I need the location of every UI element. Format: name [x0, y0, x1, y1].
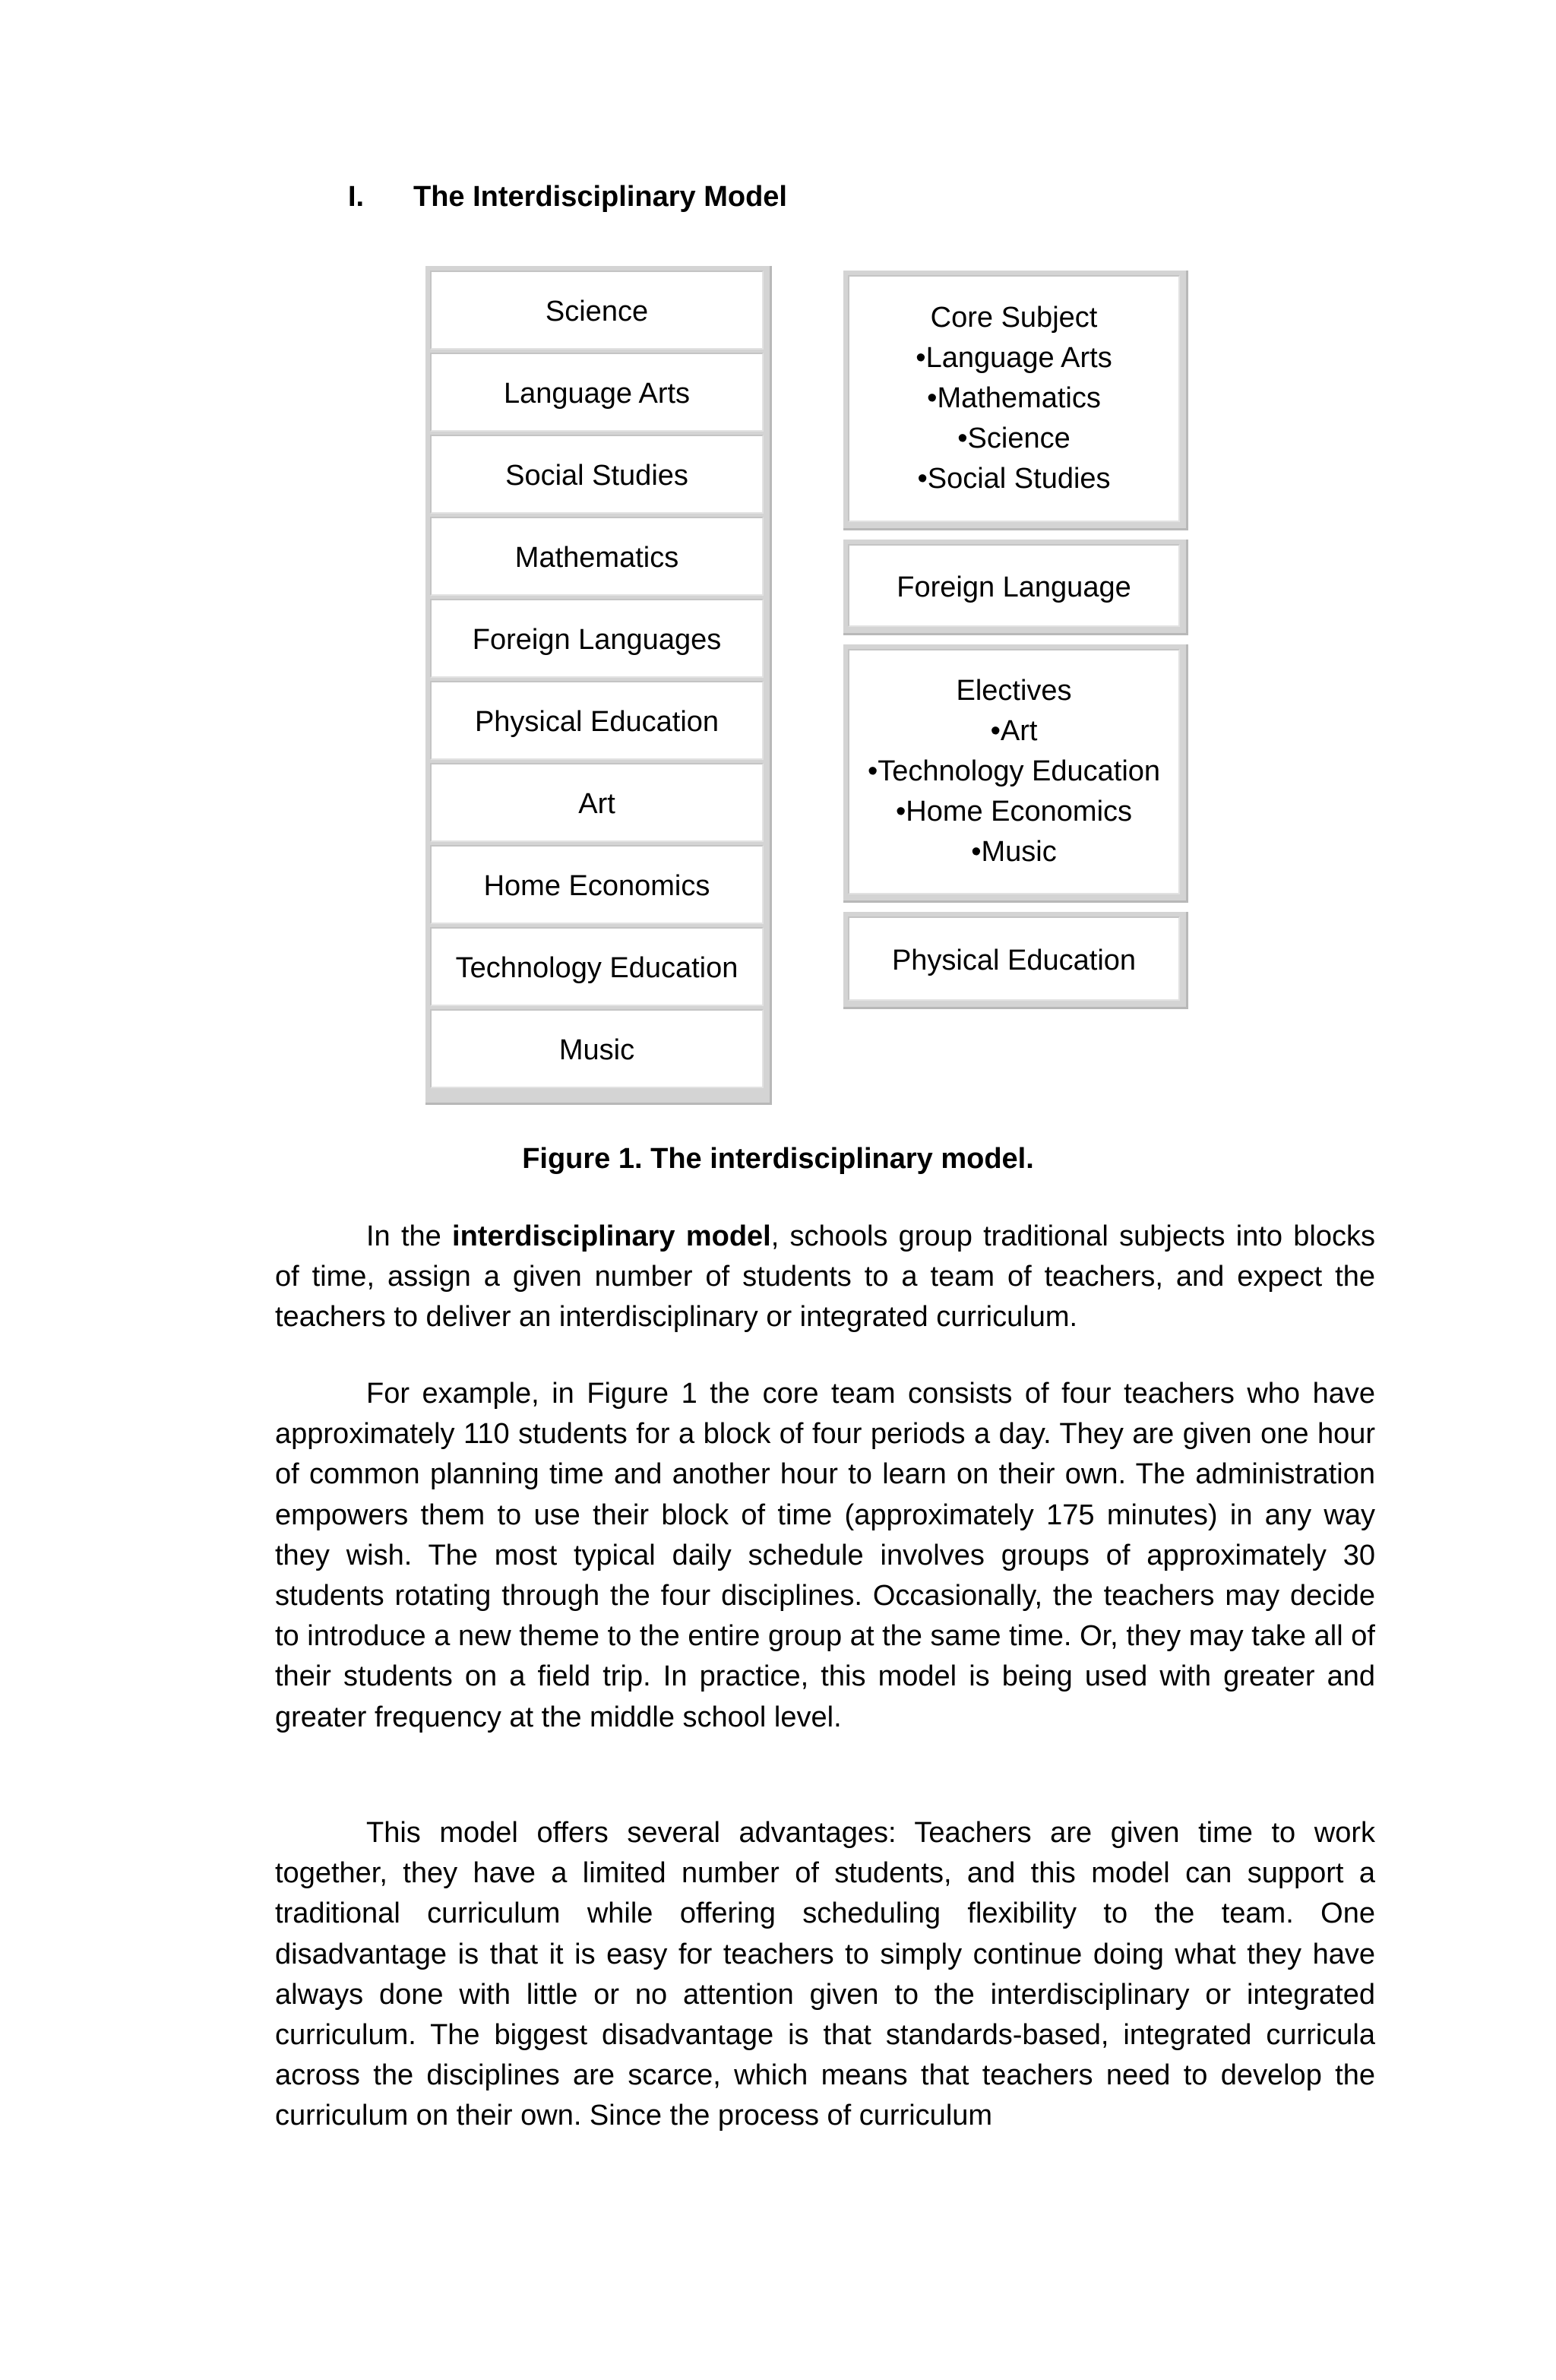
paragraph-2: For example, in Figure 1 the core team consists of four teachers who have approximately 110 students for a block of four periods a day. They are given one hour of common planning time and another hour to learn on their own. The administration empowers them to use their block of time (approximately 175 minutes) in any way they wish. The most typical daily schedule involves groups of approximately 30 students rotating through the four disciplines. Occasionally, the teachers may decide to introduce a new theme to the entire group at the same time. Or, they may take all of their students on a field trip. In practice, this model is being used with greater and greater frequency at the middle school level. — [275, 1378, 1375, 1733]
foreign-language-box — [843, 540, 1188, 635]
subject-cell: Art — [430, 763, 764, 842]
section-number: I. — [348, 181, 365, 213]
core-subject-item: •Social Studies — [917, 463, 1111, 495]
paragraph-1-rest: , schools group traditional subjects into blocks of time, assign a given number of students to a team of teachers, and expect the teachers to deliver an interdisciplinary or integrated curriculum. — [275, 1220, 1375, 1334]
foreign-language-label: Foreign Language — [897, 571, 1131, 603]
subject-cell: Social Studies — [430, 435, 764, 514]
paragraph-1 — [275, 1217, 1375, 1338]
core-subject-item: •Language Arts — [916, 342, 1112, 374]
subjects-column — [425, 266, 772, 1105]
subject-cell: Home Economics — [430, 845, 764, 924]
electives-title: Electives — [956, 675, 1072, 707]
electives-item: •Technology Education — [867, 755, 1161, 787]
subject-cell: Foreign Languages — [430, 599, 764, 678]
core-subject-box — [843, 271, 1188, 530]
physical-education-box — [843, 912, 1188, 1009]
paragraph-1-term: interdisciplinary model — [452, 1220, 771, 1252]
core-subject-item: •Science — [957, 423, 1071, 454]
subject-cell: Mathematics — [430, 517, 764, 596]
subject-cell: Technology Education — [430, 927, 764, 1006]
section-title: The Interdisciplinary Model — [413, 181, 787, 213]
electives-item: •Home Economics — [895, 796, 1133, 828]
subject-cell: Science — [430, 271, 764, 350]
electives-box — [843, 644, 1188, 903]
figure-caption: Figure 1. The interdisciplinary model. — [522, 1143, 1034, 1175]
core-subject-title: Core Subject — [930, 302, 1098, 334]
paragraph-1-intro: In the — [366, 1220, 453, 1252]
electives-item: •Music — [971, 836, 1057, 868]
electives-item: •Art — [990, 715, 1038, 747]
subject-cell: Physical Education — [430, 681, 764, 760]
section-heading — [348, 181, 787, 214]
subject-cell: Language Arts — [430, 353, 764, 432]
physical-education-label: Physical Education — [891, 945, 1137, 976]
paragraph-3: This model offers several advantages: Teachers are given time to work together, they have a limited number of students, and this model can support a traditional curriculum while offering scheduling flexibility to the team. One disadvantage is that it is easy for teachers to simply continue doing what they have always done with little or no attention given to the interdisciplinary or integrated curriculum. The biggest disadvantage is that standards-based, integrated curricula across the disciplines are scarce, which means that teachers need to develop the curriculum on their own. Since the process of curriculum — [275, 1817, 1375, 2132]
core-subject-item: •Mathematics — [927, 382, 1101, 414]
subject-cell: Music — [430, 1009, 764, 1088]
